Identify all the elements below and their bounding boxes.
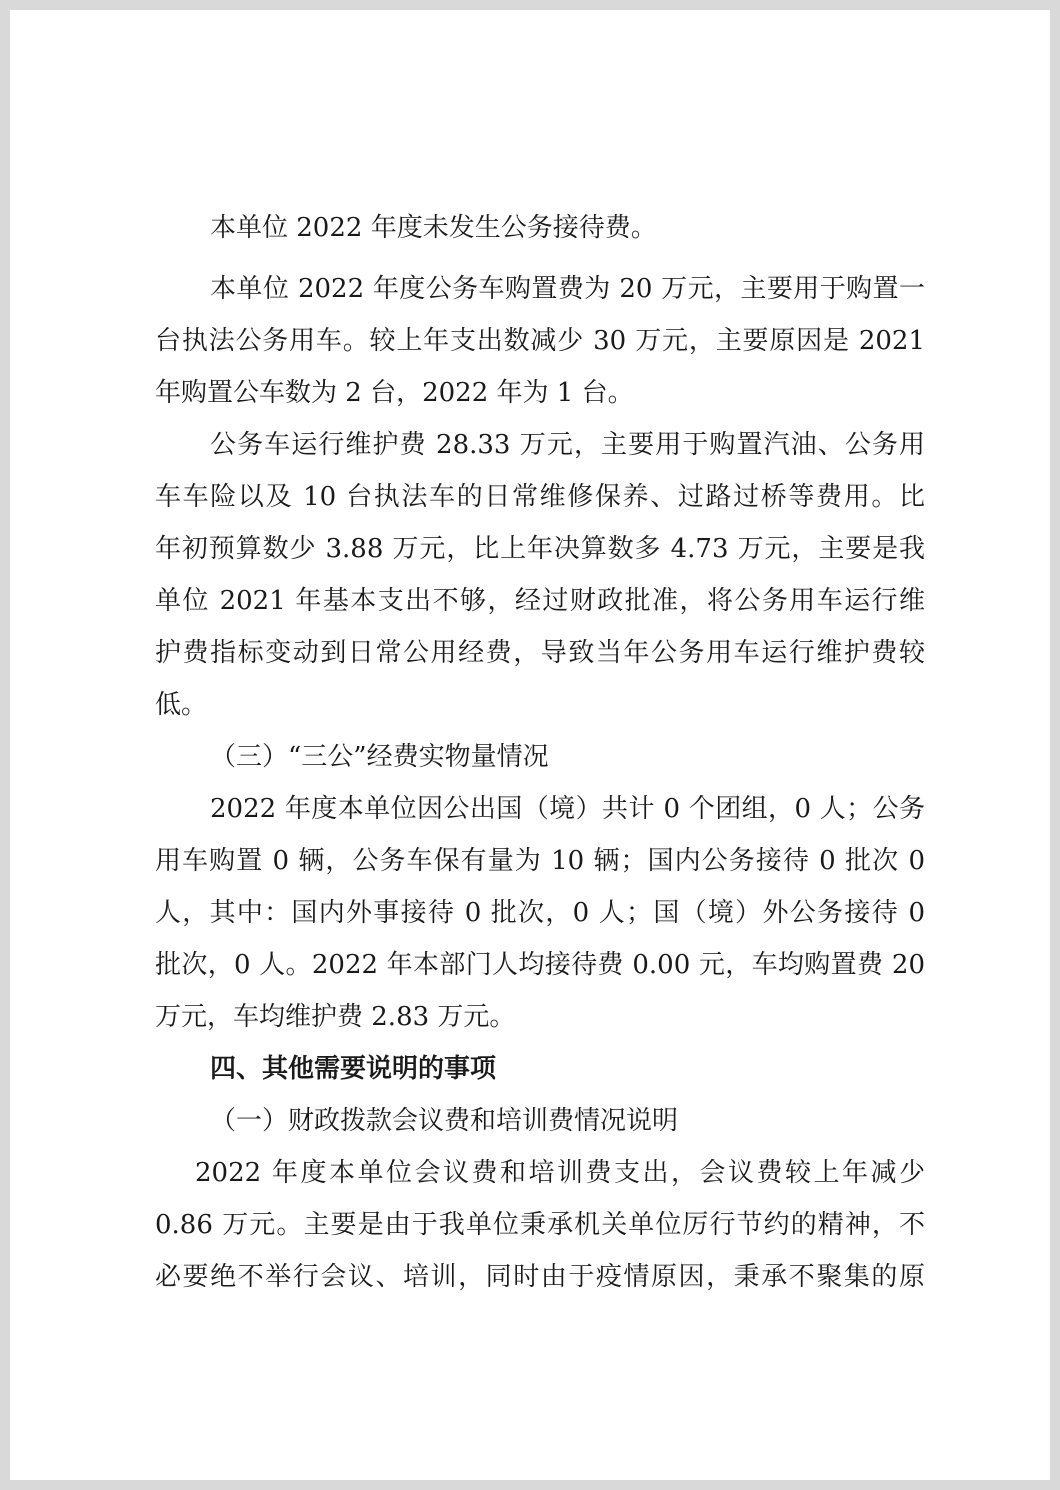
paragraph-line: 年初预算数少 3.88 万元，比上年决算数多 4.73 万元，主要是我 bbox=[155, 534, 925, 564]
paragraph-line: 台执法公务用车。较上年支出数减少 30 万元，主要原因是 2021 bbox=[155, 326, 925, 356]
section-heading: （一）财政拨款会议费和培训费情况说明 bbox=[210, 1106, 679, 1136]
paragraph-line: 本单位 2022 年度未发生公务接待费。 bbox=[210, 213, 657, 243]
paragraph-line: 必要绝不举行会议、培训，同时由于疫情原因，秉承不聚集的原 bbox=[155, 1262, 925, 1292]
paragraph-line: 用车购置 0 辆，公务车保有量为 10 辆；国内公务接待 0 批次 0 bbox=[155, 846, 925, 876]
paragraph-line: 车车险以及 10 台执法车的日常维修保养、过路过桥等费用。比 bbox=[155, 482, 925, 512]
paragraph-line: 护费指标变动到日常公用经费，导致当年公务用车运行维护费较 bbox=[155, 638, 925, 668]
chapter-heading: 四、其他需要说明的事项 bbox=[210, 1054, 497, 1084]
paragraph-line: 2022 年度本单位因公出国（境）共计 0 个团组，0 人；公务 bbox=[210, 794, 925, 824]
paragraph-line: 万元，车均维护费 2.83 万元。 bbox=[155, 1002, 516, 1032]
paragraph-line: 人，其中：国内外事接待 0 批次，0 人；国（境）外公务接待 0 bbox=[155, 898, 925, 928]
paragraph-line: 单位 2021 年基本支出不够，经过财政批准，将公务用车运行维 bbox=[155, 586, 925, 616]
section-heading: （三）“三公”经费实物量情况 bbox=[210, 742, 549, 772]
document-page bbox=[10, 10, 1050, 1480]
paragraph-line: 公务车运行维护费 28.33 万元，主要用于购置汽油、公务用 bbox=[210, 430, 925, 460]
paragraph-line: 2022 年度本单位会议费和培训费支出，会议费较上年减少 bbox=[195, 1158, 925, 1188]
paragraph-line: 本单位 2022 年度公务车购置费为 20 万元，主要用于购置一 bbox=[210, 274, 925, 304]
paragraph-line: 批次，0 人。2022 年本部门人均接待费 0.00 元，车均购置费 20 bbox=[155, 950, 925, 980]
paragraph-line: 年购置公车数为 2 台，2022 年为 1 台。 bbox=[155, 378, 634, 408]
paragraph-line: 低。 bbox=[155, 690, 208, 720]
paragraph-line: 0.86 万元。主要是由于我单位秉承机关单位厉行节约的精神，不 bbox=[155, 1210, 925, 1240]
